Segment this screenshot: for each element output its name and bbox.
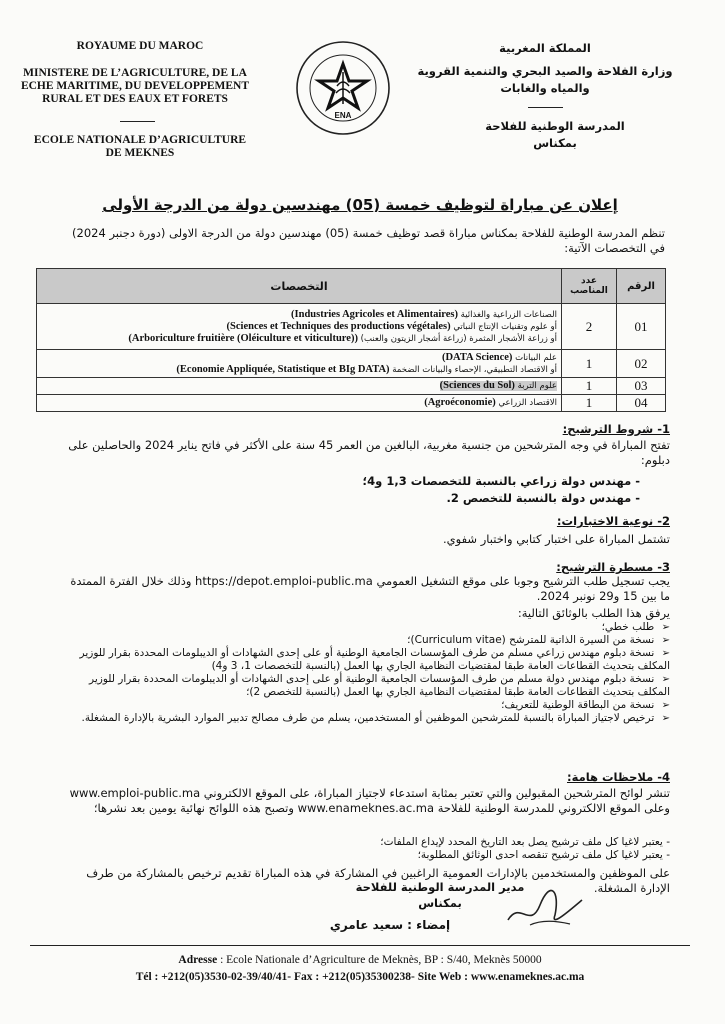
footer-address: Adresse : Ecole Nationale d’Agriculture de Meknès, BP : S/40, Meknès 50000: [178, 954, 542, 966]
section4-title: 4- ملاحظات هامة:: [567, 770, 670, 784]
footer-contacts: Tél : +212(05)3530-02-39/40/41- Fax : +212(05)35300238- Site Web : www.enameknes.ac.ma: [135, 971, 585, 983]
fr-ministry-line3: RURAL ET DES EAUX ET FORETS: [42, 93, 228, 105]
row4-count: 1: [562, 395, 617, 412]
list-item: ➢ نسخة دبلوم مهندس زراعي مسلم من طرف المؤسسات الجامعية الوطنية أو على إحدى الشهادات أو الديبلومات المحددة بقرار للوزير المكلف بتحديث القطاعات العامة طبقا لمقتضيات النظامية الجاري بها العمل (بالنسبة للتخصصات 1، 3 و4): [79, 647, 670, 672]
section1-item: - مهندس دولة زراعي بالنسبة للتخصصات 1,3 و4؛: [362, 474, 640, 488]
row3-count: 1: [562, 378, 617, 395]
section3-text: يجب تسجيل طلب الترشيح وجوبا على موقع التشغيل العمومي https://depot.emploi-public.ma وذلك خلال الفترة الممتدة ما بين 15 و29 نونبر 2024.: [70, 574, 670, 603]
table-header-row: [37, 269, 666, 304]
intro-paragraph: تنظم المدرسة الوطنية للفلاحة بمكناس مباراة قصد توظيف خمسة (05) مهندسين دولة من الدرجة الاولى (دورة دجنبر 2024) في التخصصات الآتية:: [72, 226, 665, 255]
section3-docs-list: [60, 621, 670, 725]
row1-count: 2: [562, 304, 617, 350]
section1-text: تفتح المباراة في وجه المترشحين من جنسية مغربية، البالغين من العمر 45 سنة على الأكثر في فاتح يناير 2024 والحاصلين على دبلوم:: [68, 438, 670, 467]
row4-num: 04: [617, 395, 666, 412]
section2-title: 2- نوعية الاختبارات:: [556, 514, 670, 528]
ar-ministry-line2: والمياه والغابات: [500, 81, 590, 95]
header-count: عدد المناصب: [562, 269, 617, 304]
section1-item: - مهندس دولة بالنسبة للتخصص 2.: [446, 491, 640, 505]
row2-count: 1: [562, 350, 617, 378]
signature-city: بمكناس: [418, 896, 462, 910]
list-item: ➢ ترخيص لاجتياز المباراة بالنسبة للمترشحين الموظفين أو المستخدمين، يسلم من طرف مصالح تدبير الموارد البشرية بالإدارة المشغلة.: [81, 712, 670, 724]
list-item: ➢ نسخة من البطاقة الوطنية للتعريف؛: [501, 699, 670, 711]
fr-ministry-line2: ECHE MARITIME, DU DEVELOPPEMENT: [20, 80, 250, 92]
ena-logo: [293, 38, 393, 138]
fr-school-line1: ECOLE NATIONALE D’AGRICULTURE: [33, 134, 247, 146]
ar-separator: [528, 107, 563, 108]
ar-kingdom: المملكة المغربية: [499, 41, 591, 55]
section3-title: 3- مسطرة الترشيح:: [556, 560, 670, 574]
section3-attach-intro: يرفق هذا الطلب بالوثائق التالية:: [517, 606, 670, 620]
fr-school-line2: DE MEKNES: [105, 147, 175, 159]
ar-ministry-line1: وزارة الفلاحة والصيد البحري والتنمية القروية: [417, 64, 673, 78]
section4-text2: على الموظفين والمستخدمين بالإدارات العمومية الراغبين في المشاركة في هذه المباراة تقديم ترخيص بالمشاركة من طرف الإدارة المشغلة.: [86, 866, 670, 895]
fr-kingdom: ROYAUME DU MAROC: [76, 40, 204, 52]
table-row: [37, 378, 666, 395]
handwritten-signature: [500, 880, 590, 935]
ar-school-line1: المدرسة الوطنية للفلاحة: [485, 119, 625, 133]
list-item: ➢ نسخة من السيرة الذاتية للمترشح (Curriculum vitae)؛: [407, 634, 670, 646]
row1-num: 01: [617, 304, 666, 350]
list-item: - يعتبر لاغيا كل ملف ترشيح تنقصه احدى الوثائق المطلوبة؛: [417, 849, 670, 861]
fr-ministry-line1: MINISTERE DE L’AGRICULTURE, DE LA: [23, 67, 247, 79]
row2-num: 02: [617, 350, 666, 378]
row2-spec: علم البيانات (DATA Science) أو الاقتصاد التطبيقي، الإحصاء والبيانات الضخمة (Economie Appliquée, Statistique et BIg DATA): [37, 350, 562, 378]
signature-name: إمضاء : سعيد عامري: [329, 918, 451, 932]
table-row: [37, 350, 666, 378]
section1-title: 1- شروط الترشيح:: [562, 422, 670, 436]
fr-separator: [120, 121, 155, 122]
row3-spec: علوم التربة (Sciences du Sol): [37, 378, 562, 395]
footer-separator: [30, 945, 690, 946]
table-row: [37, 304, 666, 350]
section4-list: [60, 836, 670, 862]
row3-num: 03: [617, 378, 666, 395]
list-item: ➢ نسخة دبلوم مهندس دولة مسلم من طرف المؤسسات الجامعية الوطنية أو على إحدى الشهادات أو الديبلومات المحددة بقرار للوزير المكلف بتحديث القطاعات العامة طبقا لمقتضيات النظامية الجاري بها العمل (بالنسبة للتخصص 2)؛: [89, 673, 670, 698]
announcement-title: إعلان عن مباراة لتوظيف خمسة (05) مهندسين دولة من الدرجة الأولى: [102, 196, 618, 214]
list-item: ➢ طلب خطي؛: [601, 621, 670, 633]
row4-spec: الاقتصاد الزراعي (Agroéconomie): [37, 395, 562, 412]
specialties-table: [36, 268, 666, 412]
section4-text: تنشر لوائح المترشحين المقبولين والتي تعتبر بمثابة استدعاء لاجتياز المباراة، على الموقع الالكتروني www.emploi-public.ma وعلى الموقع الالكتروني للمدرسة الوطنية للفلاحة www.enameknes.ac.ma وتصبح هذه اللوائح نهائية يومين بعد نشرها؛: [69, 786, 670, 815]
header-num: الرقم: [617, 269, 666, 304]
signature-title: مدير المدرسة الوطنية للفلاحة: [355, 880, 525, 894]
header-spec: التخصصات: [37, 269, 562, 304]
table-row: [37, 395, 666, 412]
ar-school-line2: بمكناس: [533, 136, 577, 150]
svg-text:ENA: ENA: [334, 111, 352, 120]
section2-text: تشتمل المباراة على اختبار كتابي واختبار شفوي.: [442, 532, 670, 546]
list-item: - يعتبر لاغيا كل ملف ترشيح يصل بعد التاريخ المحدد لإيداع الملفات؛: [380, 836, 670, 848]
row1-spec: الصناعات الزراعية والغذائية (Industries Agricoles et Alimentaires) أو علوم وتقنيات الإنتاج النباتي (Sciences et Techniques des productions végétales) أو زراعة الأشجار المثمرة (زراعة أشجار الزيتون والعنب) (Arboriculture fruitière (Oléiculture et viticulture)): [37, 304, 562, 350]
